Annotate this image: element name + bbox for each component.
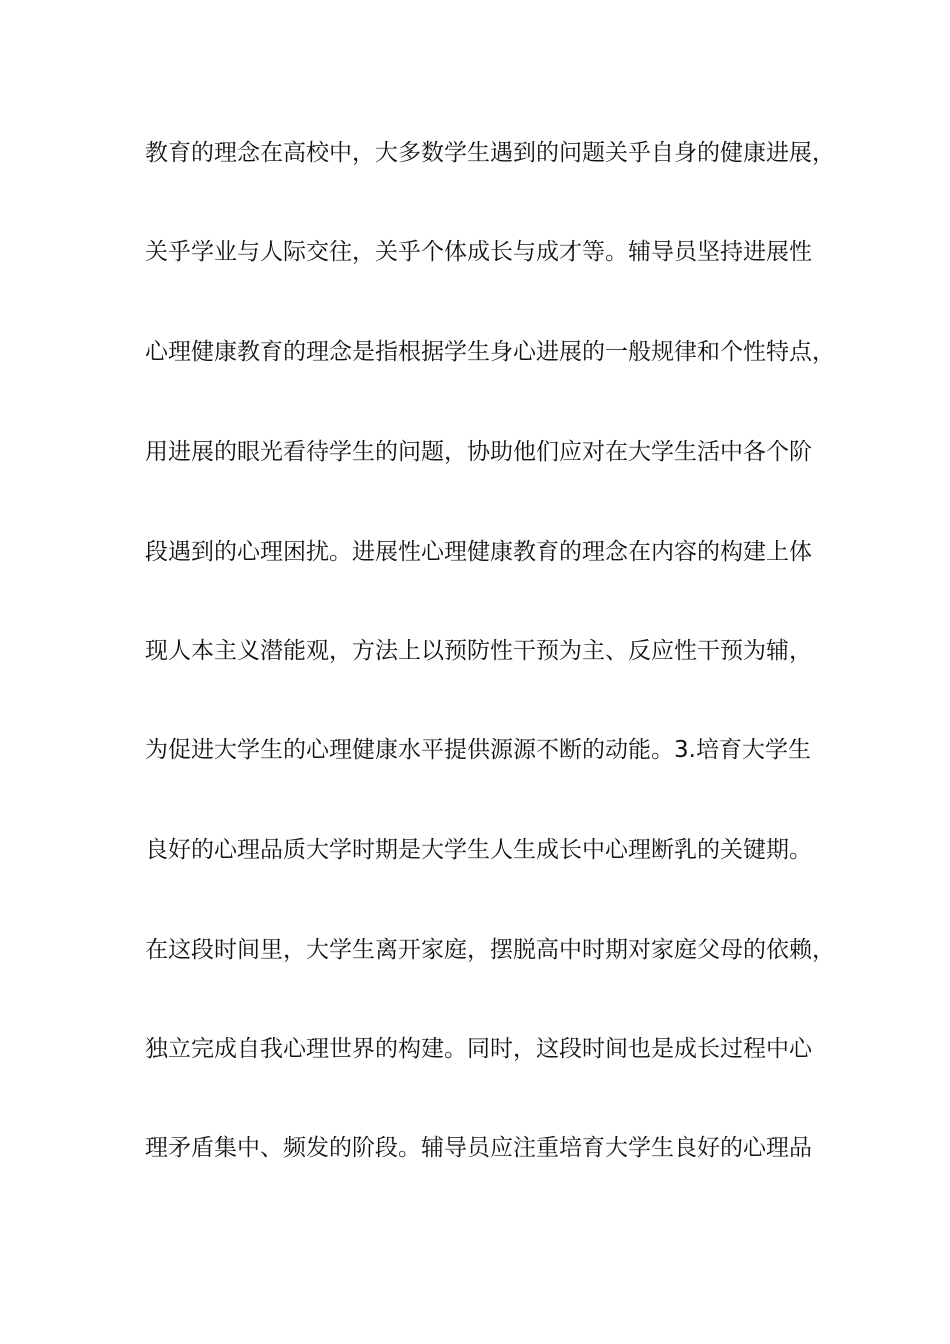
paragraph-line: 独立完成自我心理世界的构建。同时，这段时间也是成长过程中心 — [145, 1036, 812, 1062]
paragraph-line: 关乎学业与人际交往，关乎个体成长与成才等。辅导员坚持进展性 — [145, 239, 812, 265]
paragraph-line: 教育的理念在高校中，大多数学生遇到的问题关乎自身的健康进展， — [145, 140, 835, 166]
paragraph-line: 良好的心理品质大学时期是大学生人生成长中心理断乳的关键期。 — [145, 837, 812, 863]
paragraph-line: 为促进大学生的心理健康水平提供源源不断的动能。3.培育大学生 — [145, 737, 811, 763]
paragraph-line: 现人本主义潜能观，方法上以预防性干预为主、反应性干预为辅， — [145, 638, 812, 664]
paragraph-line: 段遇到的心理困扰。进展性心理健康教育的理念在内容的构建上体 — [145, 539, 812, 565]
paragraph-line: 心理健康教育的理念是指根据学生身心进展的一般规律和个性特点， — [145, 339, 835, 365]
paragraph-line: 在这段时间里，大学生离开家庭，摆脱高中时期对家庭父母的依赖， — [145, 937, 835, 963]
paragraph-line: 用进展的眼光看待学生的问题，协助他们应对在大学生活中各个阶 — [145, 439, 812, 465]
paragraph-line: 理矛盾集中、频发的阶段。辅导员应注重培育大学生良好的心理品 — [145, 1135, 812, 1161]
